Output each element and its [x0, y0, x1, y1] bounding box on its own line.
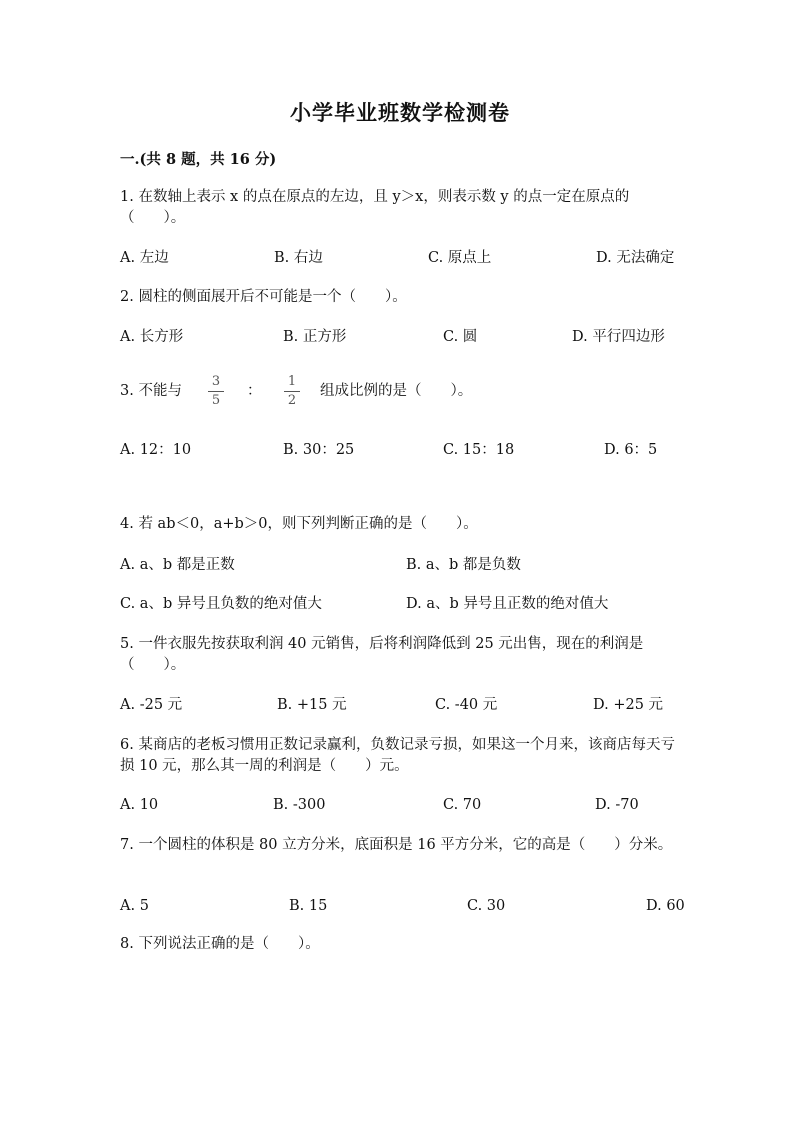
q2-option-d: D. 平行四边形: [572, 329, 665, 345]
q5-option-a: A. -25 元: [120, 697, 183, 713]
q3-option-c: C. 15：18: [443, 442, 515, 458]
q5-option-d: D. +25 元: [593, 697, 664, 713]
ratio-colon: ：: [247, 383, 262, 399]
q2-option-c: C. 圆: [443, 329, 478, 345]
fraction-bar: [208, 391, 224, 392]
q4-option-a: A. a、b 都是正数: [120, 557, 235, 573]
q2-option-a: A. 长方形: [120, 329, 184, 345]
fraction-numerator: 1: [287, 374, 297, 389]
q6-option-c: C. 70: [443, 797, 482, 813]
question-7-text: 7. 一个圆柱的体积是 80 立方分米，底面积是 16 平方分米，它的高是（ ）分米。: [120, 837, 673, 853]
q4-option-b: B. a、b 都是负数: [406, 557, 521, 573]
q6-option-a: A. 10: [120, 797, 159, 813]
q3-option-b: B. 30：25: [283, 442, 355, 458]
question-4-text: 4. 若 ab＜0，a+b＞0，则下列判断正确的是（ ）。: [120, 516, 478, 532]
fraction-denominator: 5: [211, 393, 221, 408]
q1-option-a: A. 左边: [120, 250, 169, 266]
question-3-suffix: 组成比例的是（ ）。: [320, 383, 473, 399]
fraction-denominator: 2: [287, 393, 297, 408]
q4-option-d: D. a、b 异号且正数的绝对值大: [406, 596, 609, 612]
fraction-bar: [284, 391, 300, 392]
question-5-text: 5. 一件衣服先按获取利润 40 元销售，后将利润降低到 25 元出售，现在的利润是（ ）。: [120, 636, 644, 673]
q7-option-d: D. 60: [646, 898, 685, 914]
question-8-text: 8. 下列说法正确的是（ ）。: [120, 936, 320, 952]
q5-option-c: C. -40 元: [435, 697, 498, 713]
q5-option-b: B. +15 元: [277, 697, 347, 713]
page-title: 小学毕业班数学检测卷: [290, 100, 510, 125]
q3-option-d: D. 6：5: [604, 442, 658, 458]
q1-option-d: D. 无法确定: [596, 250, 675, 266]
q1-option-c: C. 原点上: [428, 250, 492, 266]
fraction-numerator: 3: [211, 374, 221, 389]
fraction-one-half: [284, 374, 300, 409]
fraction-three-fifths: [208, 374, 224, 409]
q6-option-b: B. -300: [273, 797, 326, 813]
q7-option-c: C. 30: [467, 898, 506, 914]
question-3-prefix: 3. 不能与: [120, 383, 182, 399]
q6-option-d: D. -70: [595, 797, 639, 813]
q2-option-b: B. 正方形: [283, 329, 347, 345]
q7-option-b: B. 15: [289, 898, 328, 914]
q3-option-a: A. 12：10: [120, 442, 192, 458]
q7-option-a: A. 5: [120, 898, 149, 914]
section-heading: 一.(共 8 题，共 16 分): [120, 151, 277, 168]
question-6-text: 6. 某商店的老板习惯用正数记录赢利，负数记录亏损，如果这一个月来，该商店每天亏损 10 元，那么其一周的利润是（ ）元。: [120, 737, 675, 774]
q1-option-b: B. 右边: [274, 250, 323, 266]
question-1-text: 1. 在数轴上表示 x 的点在原点的左边，且 y＞x，则表示数 y 的点一定在原点的（ ）。: [120, 189, 630, 226]
question-2-text: 2. 圆柱的侧面展开后不可能是一个（ ）。: [120, 289, 407, 305]
q4-option-c: C. a、b 异号且负数的绝对值大: [120, 596, 322, 612]
